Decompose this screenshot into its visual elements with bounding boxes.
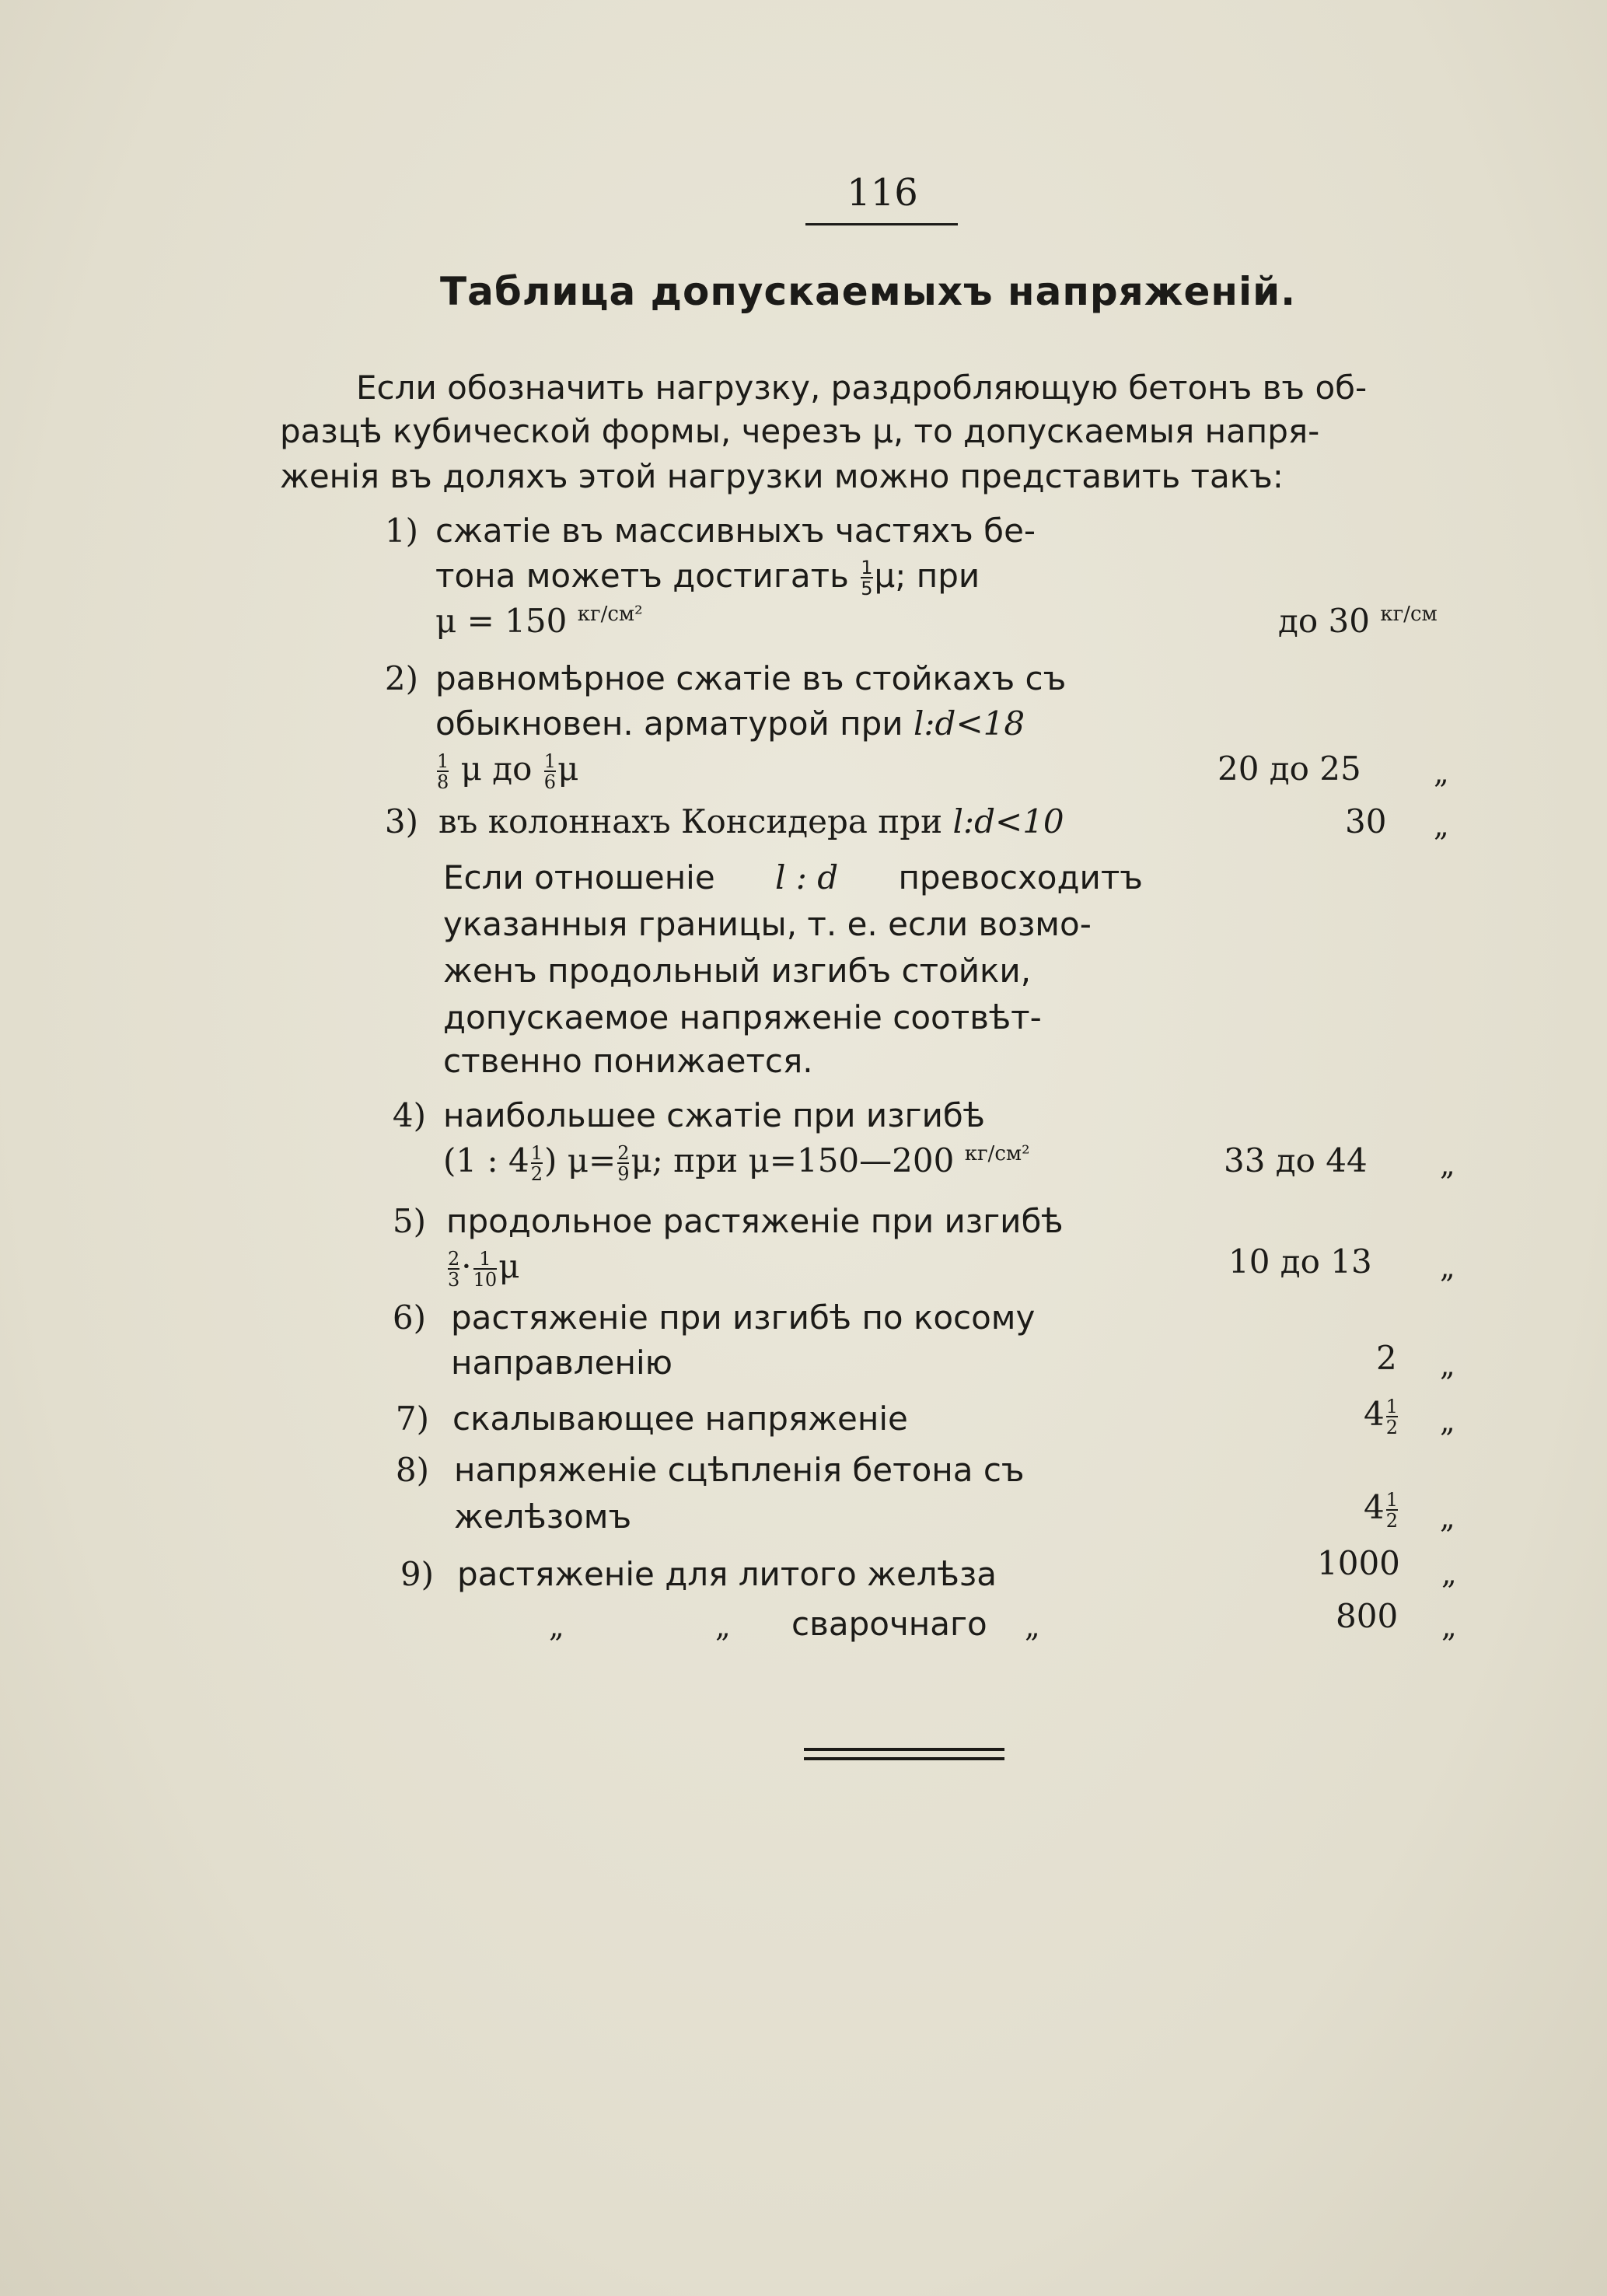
item-number: 4) xyxy=(392,1096,426,1134)
page-number-rule xyxy=(805,223,958,225)
item-number: 3) xyxy=(384,802,418,840)
item-number: 1) xyxy=(384,512,418,550)
ditto-mark: „ xyxy=(1440,1348,1455,1382)
item-value: 1000 xyxy=(1317,1544,1400,1582)
item-text-line: равномѣрное сжатіе въ стойкахъ съ xyxy=(435,659,1067,697)
note-line: женъ продольный изгибъ стойки, xyxy=(443,952,1032,990)
item-value: 800 xyxy=(1336,1597,1399,1635)
item-number: 8) xyxy=(395,1451,429,1489)
item-text-line: напряженіе сцѣпленія бетона съ xyxy=(454,1451,1025,1489)
item-text-line: растяженіе для литого желѣза xyxy=(457,1555,997,1593)
fraction: $\frac{1}{5}$ xyxy=(861,557,873,599)
table-title: Таблица допускаемыхъ напряженій. xyxy=(440,269,1297,314)
ditto-mark: „ xyxy=(1434,809,1449,843)
ditto-mark: „ xyxy=(549,1609,564,1644)
item-text-line: $\frac{1}{8}$ μ до $\frac{1}{6}$ μ xyxy=(437,750,579,793)
item-number: 7) xyxy=(395,1400,429,1438)
item-text-line: (1 : 4 $\frac{1}{2}$ ) μ= $\frac{2}{9}$ μ; при μ=150—200 $^{кг/см^2}$ xyxy=(443,1141,1030,1185)
item-text-line: наибольшее сжатіе при изгибѣ xyxy=(443,1096,986,1134)
ditto-mark: „ xyxy=(1440,1250,1455,1284)
item-text-line: растяженіе при изгибѣ по косому xyxy=(451,1298,1036,1337)
item-number: 5) xyxy=(392,1202,426,1240)
ditto-mark: „ xyxy=(1441,1609,1457,1644)
item-text-line: обыкновен. арматурой при l:d<18 xyxy=(435,704,1025,743)
condition: l:d<18 xyxy=(913,704,1025,743)
unit: кг/см² xyxy=(577,603,643,626)
item-text: μ; при xyxy=(874,557,980,595)
note-line: указанныя границы, т. е. если возмо- xyxy=(443,905,1092,943)
intro-line-2: разцѣ кубической формы, черезъ μ, то допускаемыя напря- xyxy=(280,412,1320,450)
note-line: ственно понижается. xyxy=(443,1042,813,1080)
item-number: 2) xyxy=(384,659,418,697)
item-text-line: $\frac{2}{3}$ · $\frac{1}{10}$ μ xyxy=(448,1247,520,1291)
item-text-line: желѣзомъ xyxy=(454,1497,632,1536)
note-line: Если отношеніе l : d превосходитъ xyxy=(443,858,1143,896)
item-value: 4 $\frac{1}{2}$ xyxy=(1364,1395,1399,1438)
ditto-mark: „ xyxy=(1434,756,1449,790)
item-text-line xyxy=(435,602,643,640)
item-value: 20 до 25 xyxy=(1217,750,1361,788)
item-value: 30 xyxy=(1345,802,1387,840)
item-text-line xyxy=(435,557,980,598)
item-text-line: продольное растяженіе при изгибѣ xyxy=(446,1202,1064,1240)
item-value: до 30 $^{кг/см}$ xyxy=(1278,602,1438,640)
intro-line-3: женія въ доляхъ этой нагрузки можно представить такъ: xyxy=(280,457,1284,495)
item-number: 6) xyxy=(392,1298,426,1337)
end-rule xyxy=(804,1748,1004,1751)
item-text-line: въ колоннахъ Консидера при l:d<10 xyxy=(438,802,1064,840)
item-value: 10 до 13 xyxy=(1228,1242,1372,1281)
item-number: 9) xyxy=(400,1555,434,1593)
item-value: 33 до 44 xyxy=(1224,1141,1368,1179)
item-text-line: скалывающее напряженіе xyxy=(452,1400,908,1438)
item-text-line: сварочнаго xyxy=(791,1605,987,1643)
ditto-mark: „ xyxy=(1441,1557,1457,1591)
item-text-line: сжатіе въ массивныхъ частяхъ бе- xyxy=(435,512,1036,550)
ditto-mark: „ xyxy=(1440,1404,1455,1438)
item-value: 2 xyxy=(1376,1339,1397,1377)
ditto-mark: „ xyxy=(715,1609,731,1644)
intro-line-1: Если обозначить нагрузку, раздробляющую бетонъ въ об- xyxy=(356,369,1368,407)
end-rule xyxy=(804,1757,1004,1760)
item-text: тона можетъ достигать xyxy=(435,557,849,595)
ditto-mark: „ xyxy=(1440,1501,1455,1535)
ditto-mark: „ xyxy=(1025,1609,1040,1644)
item-value: 4 $\frac{1}{2}$ xyxy=(1364,1488,1399,1532)
note-line: допускаемое напряженіе соотвѣт- xyxy=(443,998,1042,1036)
formula: μ = 150 xyxy=(435,602,568,640)
page-number: 116 xyxy=(847,171,918,215)
item-text-line: направленію xyxy=(451,1344,672,1382)
ditto-mark: „ xyxy=(1440,1148,1455,1182)
